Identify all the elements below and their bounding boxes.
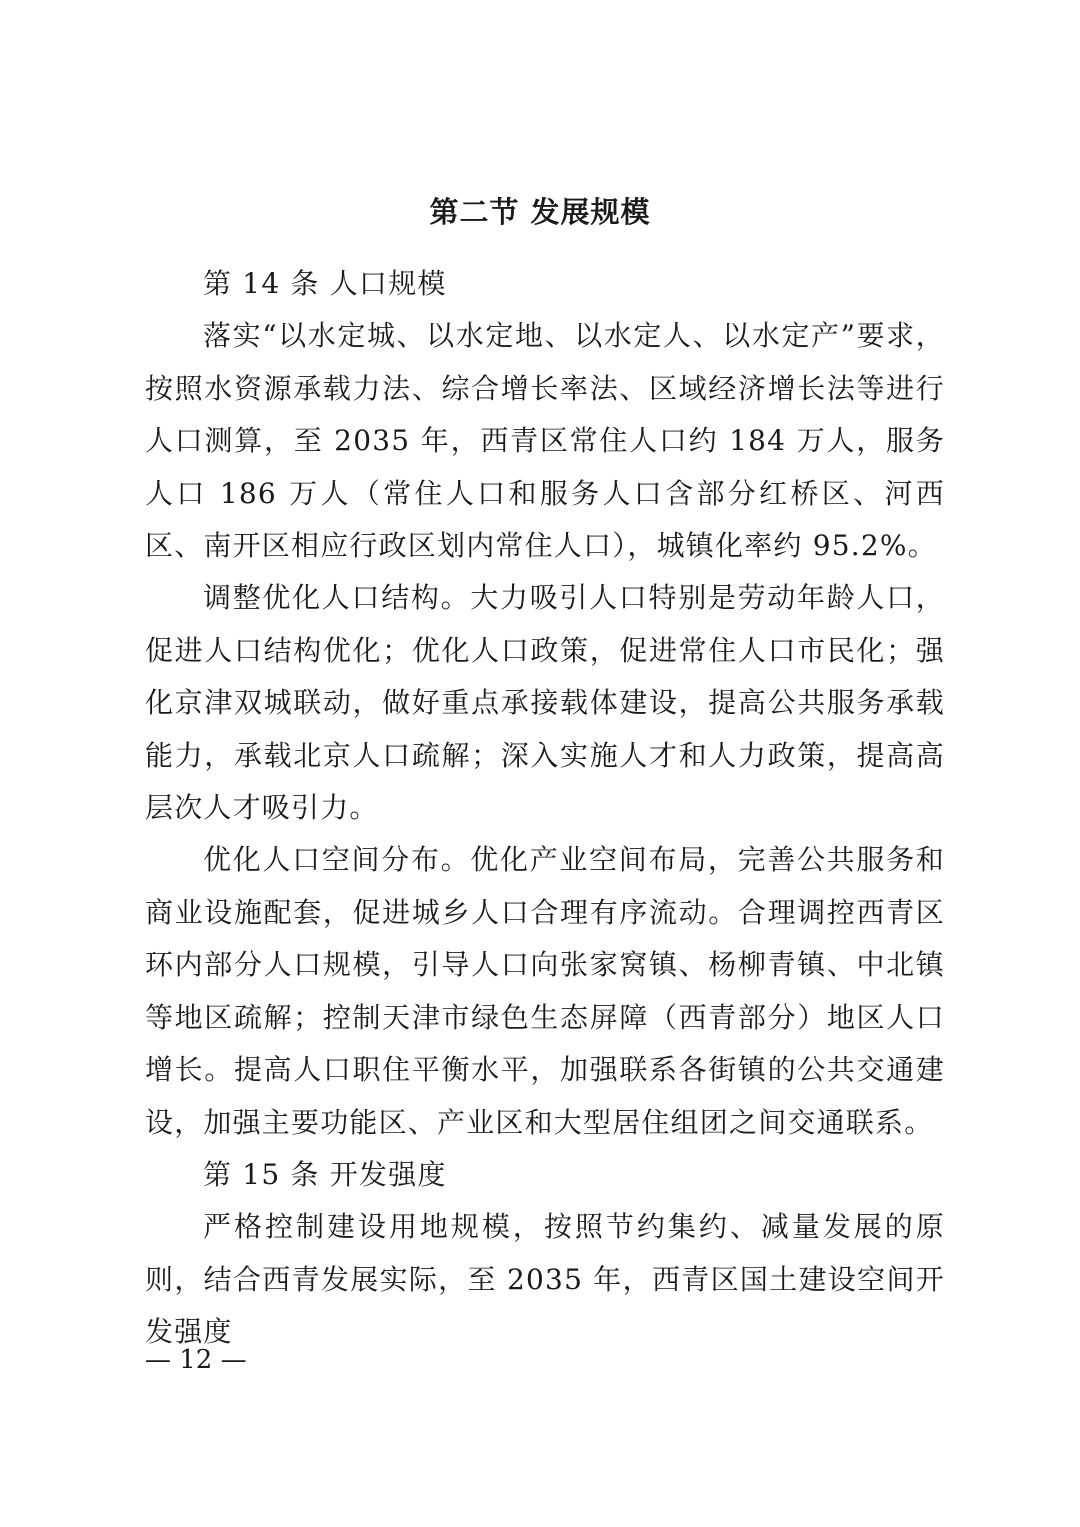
- article-14-paragraph-3: 优化人口空间分布。优化产业空间布局，完善公共服务和商业设施配套，促进城乡人口合理有序流动。合理调控西青区环内部分人口规模，引导人口向张家窝镇、杨柳青镇、中北镇等地区疏解；控制天津市绿色生态屏障（西青部分）地区人口增长。提高人口职住平衡水平，加强联系各街镇的公共交通建设，加强主要功能区、产业区和大型居住组团之间交通联系。: [145, 843, 945, 1139]
- body-text: [145, 258, 945, 1359]
- article-14-heading: 第 14 条 人口规模: [203, 267, 447, 300]
- article-14-paragraph-1: 落实“以水定城、以水定地、以水定人、以水定产”要求，按照水资源承载力法、综合增长率法、区域经济增长法等进行人口测算，至 2035 年，西青区常住人口约 184 万人，服务人口 186 万人（常住人口和服务人口含部分红桥区、河西区、南开区相应行政区划内常住人口），城镇化率约 95.2%。: [145, 319, 945, 563]
- page-number: — 12 —: [145, 1345, 247, 1375]
- article-15-paragraph-1: 严格控制建设用地规模，按照节约集约、减量发展的原则，结合西青发展实际，至 2035 年，西青区国土建设空间开发强度: [145, 1210, 945, 1349]
- article-14-paragraph-2: 调整优化人口结构。大力吸引人口特别是劳动年龄人口，促进人口结构优化；优化人口政策，促进常住人口市民化；强化京津双城联动，做好重点承接载体建设，提高公共服务承载能力，承载北京人口疏解；深入实施人才和人力政策，提高高层次人才吸引力。: [145, 581, 945, 825]
- article-15-heading: 第 15 条 开发强度: [203, 1157, 447, 1191]
- section-title: 第二节 发展规模: [429, 195, 651, 229]
